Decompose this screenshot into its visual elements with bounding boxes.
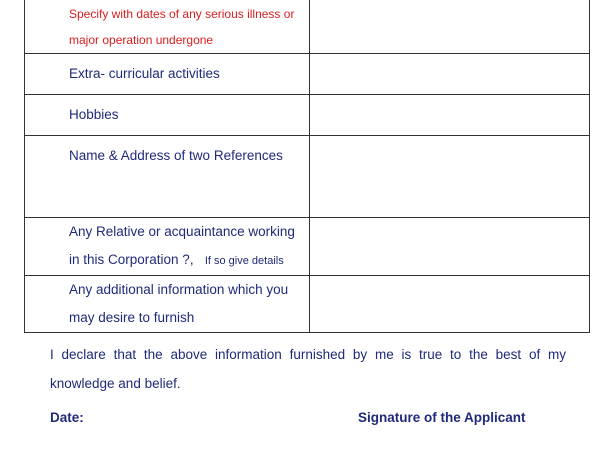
hobbies-label-cell bbox=[25, 95, 310, 136]
illness-value-cell[interactable] bbox=[310, 0, 590, 54]
table-row bbox=[25, 218, 590, 276]
illness-label-line-1: Specify with dates of any serious illness or bbox=[69, 7, 295, 21]
table-row bbox=[25, 54, 590, 95]
references-value-cell[interactable] bbox=[310, 136, 590, 218]
table-row bbox=[25, 0, 590, 54]
activities-label-cell bbox=[25, 54, 310, 95]
signature-label: Signature of the Applicant bbox=[358, 410, 526, 425]
additional-value-cell[interactable] bbox=[310, 276, 590, 333]
additional-label-line-2: may desire to furnish bbox=[69, 310, 195, 325]
relative-label-line-1: Any Relative or acquaintance working bbox=[69, 224, 295, 239]
relative-question: in this Corporation ?, bbox=[69, 252, 194, 267]
table-row bbox=[25, 136, 590, 218]
hobbies-value-cell[interactable] bbox=[310, 95, 590, 136]
references-label: Name & Address of two References bbox=[69, 148, 283, 163]
relative-label-line-2 bbox=[69, 246, 309, 275]
relative-label-cell bbox=[25, 218, 310, 276]
table-row bbox=[25, 95, 590, 136]
date-label: Date: bbox=[50, 410, 84, 425]
illness-label-line-2: major operation undergone bbox=[69, 33, 214, 47]
activities-value-cell[interactable] bbox=[310, 54, 590, 95]
relative-details-note: If so give details bbox=[204, 255, 284, 267]
relative-value-cell[interactable] bbox=[310, 218, 590, 276]
additional-label-cell bbox=[25, 276, 310, 333]
table-row bbox=[25, 276, 590, 333]
references-label-cell bbox=[25, 136, 310, 218]
applicant-form-table bbox=[24, 0, 590, 333]
activities-label: Extra- curricular activities bbox=[69, 66, 220, 81]
illness-label-cell bbox=[25, 0, 310, 54]
hobbies-label: Hobbies bbox=[69, 107, 119, 122]
additional-label-line-1: Any additional information which you bbox=[69, 282, 289, 297]
declaration-text: I declare that the above information furnished by me is true to the best of my knowledge and belief. bbox=[50, 347, 566, 391]
